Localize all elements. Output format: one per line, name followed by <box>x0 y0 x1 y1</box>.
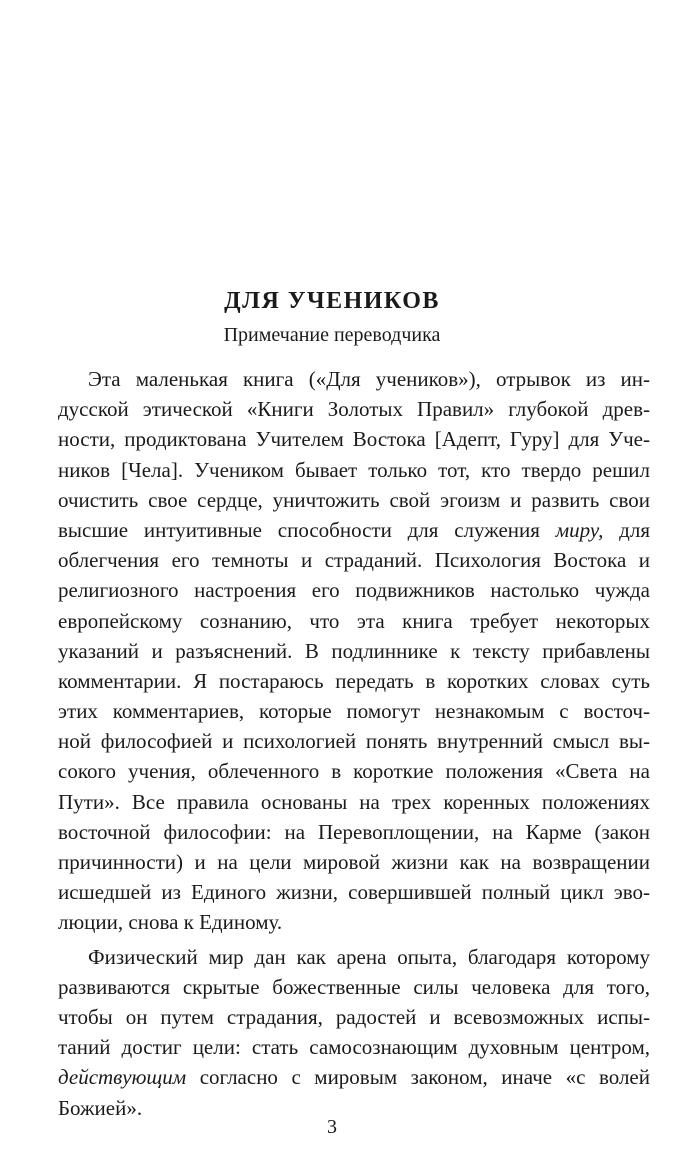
text-line: таний достиг цели: стать самосознающим духовным центром, <box>58 1035 650 1060</box>
text-line: сокого учения, облеченного в короткие положения «Света на <box>58 759 650 784</box>
text-line: ной философией и психологией понять внутренний смысл вы- <box>58 729 650 754</box>
text-line: Пути». Все правила основаны на трех коренных положениях <box>58 789 650 814</box>
text-line: этих комментариев, которые помогут незнакомым с восточ- <box>58 699 650 724</box>
text-line: причинности) и на цели мировой жизни как на возвращении <box>58 850 650 874</box>
text-line: Эта маленькая книга («Для учеников»), отрывок из ин- <box>88 367 650 391</box>
text-line: ников [Чела]. Учеником бывает только тот, кто твердо решил <box>58 457 650 482</box>
page-number: 3 <box>327 1116 337 1138</box>
text-line: ности, продиктована Учителем Востока [Адепт, Гуру] для Уче- <box>58 427 650 452</box>
italic-word: миру, <box>555 517 604 542</box>
text-line: европейскому сознанию, что эта книга требует некоторых <box>58 608 650 633</box>
text-line: чтобы он путем страдания, радостей и всевозможных испы- <box>58 1004 650 1029</box>
text-line: Божией». <box>58 1095 143 1120</box>
chapter-title: ДЛЯ УЧЕНИКОВ <box>224 288 440 314</box>
text-run: для <box>603 517 650 542</box>
text-line: комментарии. Я постараюсь передать в коротких словах суть <box>58 668 650 693</box>
text-line-mixed <box>58 515 650 545</box>
italic-word: действующим <box>58 1065 187 1090</box>
text-line: развиваются скрытые божественные силы человека для того, <box>58 974 650 999</box>
text-line-mixed <box>58 1062 650 1092</box>
text-line: дусской этической «Книги Золотых Правил» глубокой древ- <box>58 397 650 422</box>
body-text <box>58 364 650 1123</box>
text-line: облегчения его темноты и страданий. Психология Востока и <box>58 548 650 573</box>
text-line: Физический мир дан как арена опыта, благодаря которому <box>88 944 650 969</box>
chapter-subtitle: Примечание переводчика <box>223 324 441 346</box>
text-line: восточной философии: на Перевоплощении, на Карме (закон <box>58 819 650 844</box>
text-line: указаний и разъяснений. В подлиннике к тексту прибавлены <box>58 638 650 663</box>
text-run: высшие интуитивные способности для служения <box>58 517 556 542</box>
text-line: религиозного настроения его подвижников настолько чужда <box>58 578 650 603</box>
text-run: согласно с мировым законом, иначе «с волей <box>186 1065 650 1090</box>
text-line: исшедшей из Единого жизни, совершившей полный цикл эво- <box>58 880 650 905</box>
text-line: люции, снова к Единому. <box>58 910 283 935</box>
text-line: очистить свое сердце, уничтожить свой эгоизм и развить свои <box>58 487 650 512</box>
